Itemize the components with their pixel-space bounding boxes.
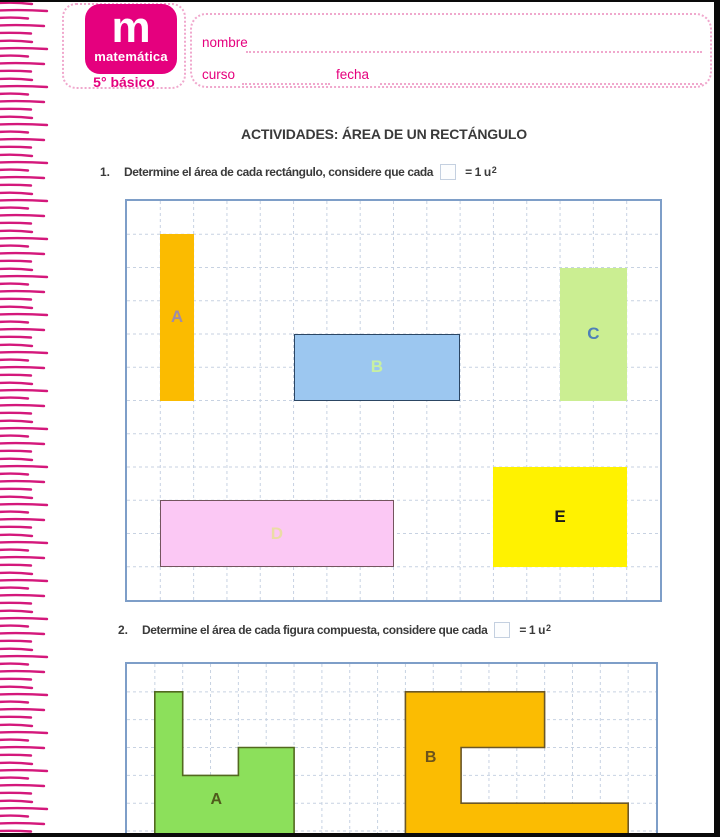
grid-2 <box>125 662 658 833</box>
question-2-text: Determine el área de cada figura compuesta, considere que cada <box>142 623 488 637</box>
brand-logo <box>85 4 177 74</box>
grid-1 <box>125 199 662 602</box>
figure-B-label: B <box>424 748 437 766</box>
student-info-box <box>190 13 712 88</box>
question-2-equals: = 1 u <box>519 623 546 637</box>
question-1 <box>100 164 496 180</box>
nombre-write-line <box>246 51 702 53</box>
rectangle-D: D <box>160 500 393 567</box>
grid-2-figures <box>127 664 656 833</box>
figure-A-label: A <box>210 790 223 808</box>
curso-write-line <box>242 83 330 85</box>
fecha-label: fecha <box>336 67 370 82</box>
question-2-number: 2. <box>118 623 129 637</box>
brand-logo-letter: m <box>111 3 151 52</box>
figure-B-shape <box>405 692 628 833</box>
question-2 <box>118 622 551 638</box>
unit-square-glyph <box>440 164 456 180</box>
brand-logo-box <box>62 3 186 89</box>
rectangle-E: E <box>493 467 626 567</box>
screenshot-edge-top <box>0 0 720 2</box>
question-1-superscript: 2 <box>491 165 497 175</box>
fecha-write-line <box>380 83 702 85</box>
rectangle-A: A <box>160 234 193 400</box>
question-1-equals: = 1 u <box>465 165 491 179</box>
curso-label: curso <box>202 67 236 82</box>
figure-A-shape <box>155 692 294 833</box>
question-1-text: Determine el área de cada rectángulo, considere que cada <box>124 165 434 179</box>
screenshot-edge-bottom <box>0 833 720 837</box>
unit-square-glyph <box>494 622 510 638</box>
spiral-binding-decoration <box>0 0 56 837</box>
rectangle-B: B <box>294 334 461 401</box>
question-2-superscript: 2 <box>546 623 551 633</box>
screenshot-edge-right <box>714 0 720 837</box>
brand-grade-label: 5° básico <box>93 74 155 90</box>
rectangle-C: C <box>560 268 627 401</box>
page-title: ACTIVIDADES: ÁREA DE UN RECTÁNGULO <box>241 126 527 142</box>
question-1-number: 1. <box>100 165 111 179</box>
brand-logo-word: matemática <box>94 49 168 64</box>
nombre-label: nombre <box>202 35 248 50</box>
